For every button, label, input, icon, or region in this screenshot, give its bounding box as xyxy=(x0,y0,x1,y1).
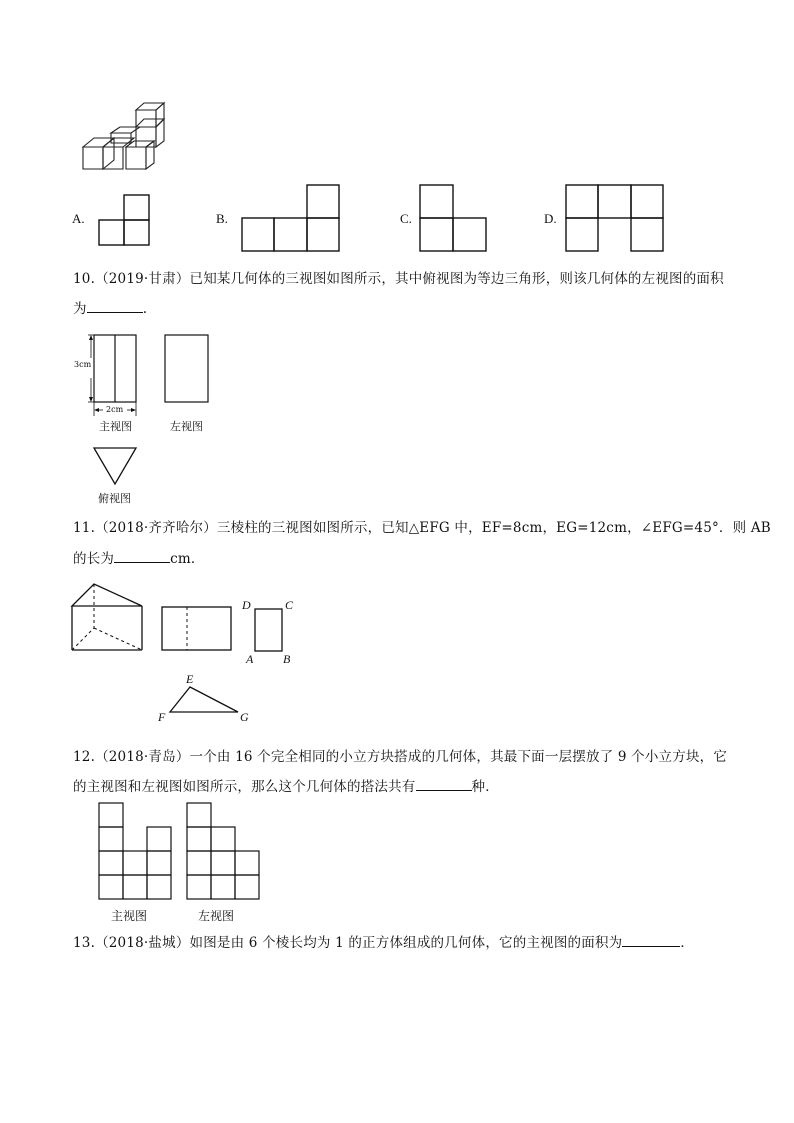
q11-point-b: B xyxy=(283,652,291,666)
q10-top-view xyxy=(92,446,138,488)
q11-point-c: C xyxy=(285,598,294,612)
q11-text-line1: 11.（2018·齐齐哈尔）三棱柱的三视图如图所示，已知△EFG 中，EF=8cm，EG=12cm，∠EFG=45°．则 AB xyxy=(73,520,771,536)
q11-line2-end: cm． xyxy=(170,551,205,567)
q10-left-view xyxy=(164,334,210,404)
q13-text-line1 xyxy=(73,928,694,958)
q10-answer-blank[interactable] xyxy=(87,298,143,313)
q13-line1-start: 13.（2018·盐城）如图是由 6 个棱长均为 1 的正方体组成的几何体，它的主视图的面积为 xyxy=(73,935,623,951)
q12-text-line1: 12.（2018·青岛）一个由 16 个完全相同的小立方块搭成的几何体，其最下面一层摆放了 9 个小立方块，它 xyxy=(73,749,728,765)
q12-answer-blank[interactable] xyxy=(416,776,472,791)
q12-line2-end: 种． xyxy=(471,779,499,795)
q12-front-view xyxy=(98,802,174,902)
q11-line2-start: 的长为 xyxy=(73,551,115,567)
q10-text-line2 xyxy=(73,294,147,324)
q10-dim-height: 3cm xyxy=(74,360,92,369)
q12-left-view xyxy=(186,802,262,902)
q11-prism-figure xyxy=(70,582,146,654)
q11-text-line2 xyxy=(73,544,205,574)
q10-top-caption: 俯视图 xyxy=(98,492,131,505)
q13-line1-end: ． xyxy=(680,935,695,951)
q12-text-line2 xyxy=(73,772,499,802)
q11-point-a: A xyxy=(246,652,254,666)
q11-point-e: E xyxy=(186,672,194,686)
q11-answer-blank[interactable] xyxy=(114,548,170,563)
q11-triangle-efg xyxy=(168,684,242,716)
q10-front-caption: 主视图 xyxy=(99,420,132,433)
option-c-label: C. xyxy=(400,211,412,226)
q10-dim-width: 2cm xyxy=(106,405,124,414)
option-d-figure xyxy=(565,184,665,254)
q10-text-line1: 10.（2019·甘肃）已知某几何体的三视图如图所示，其中俯视图为等边三角形，则该几何体的左视图的面积 xyxy=(73,271,724,287)
option-c-figure xyxy=(419,184,489,254)
q13-answer-blank[interactable] xyxy=(622,932,680,947)
q11-point-f: F xyxy=(158,710,166,724)
option-a-figure xyxy=(98,194,154,246)
q12-front-caption: 主视图 xyxy=(111,909,148,923)
q11-front-view xyxy=(161,606,233,652)
q11-side-view xyxy=(254,608,284,654)
q11-point-g: G xyxy=(240,710,249,724)
option-b-figure xyxy=(241,184,341,254)
q10-left-caption: 左视图 xyxy=(170,420,203,433)
option-d-label: D. xyxy=(544,211,557,226)
q12-left-caption: 左视图 xyxy=(198,909,235,923)
q10-line2-end: . xyxy=(142,301,148,317)
q12-line2-start: 的主视图和左视图如图所示，那么这个几何体的搭法共有 xyxy=(73,779,416,795)
option-a-label: A. xyxy=(72,211,85,226)
q10-line2-start: 为 xyxy=(73,301,87,317)
q11-point-d: D xyxy=(242,598,251,612)
q9-solid-figure xyxy=(78,105,178,175)
option-b-label: B. xyxy=(216,211,228,226)
